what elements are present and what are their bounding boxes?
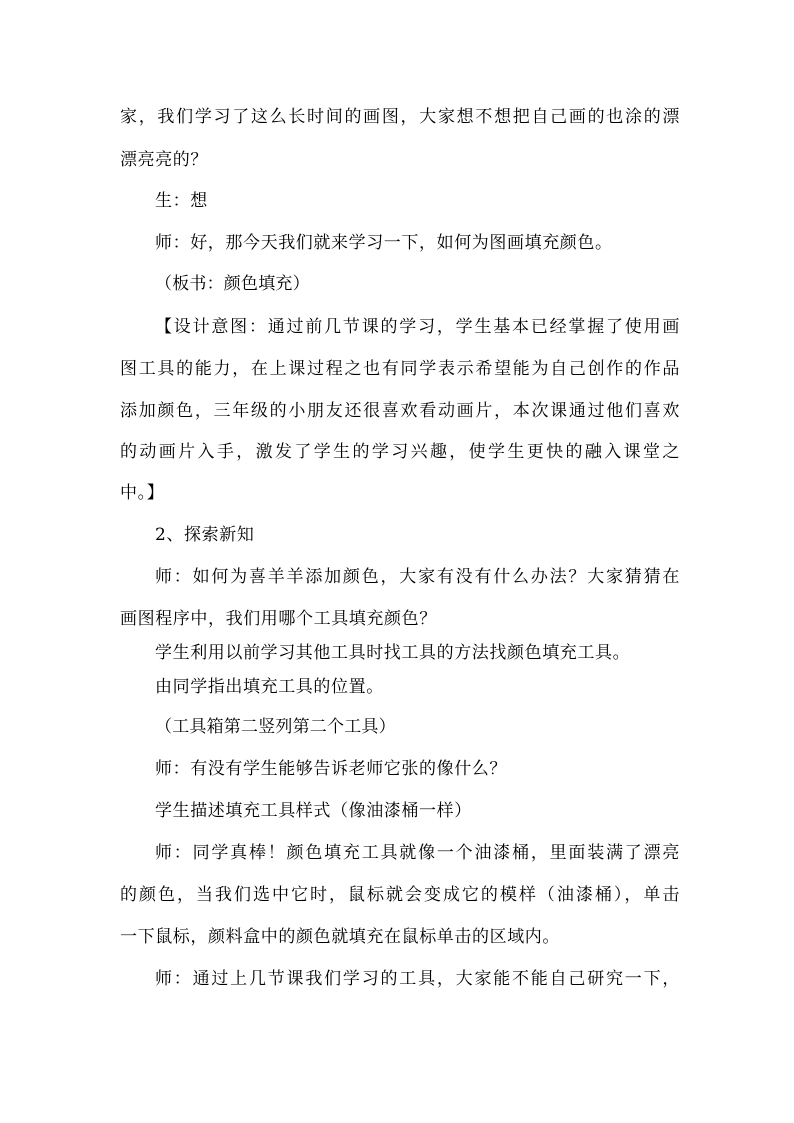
paragraph-line: 学生利用以前学习其他工具时找工具的方法找颜色填充工具。 <box>155 643 631 663</box>
design-intent-line: 图工具的能力，在上课过程之也有同学表示希望能为自己创作的作品 <box>120 359 680 379</box>
design-intent-line: 的动画片入手，激发了学生的学习兴趣，使学生更快的融入课堂之 <box>120 442 680 462</box>
paragraph-line: （板书：颜色填充） <box>155 274 310 294</box>
paragraph-line: 家，我们学习了这么长时间的画图，大家想不想把自己画的也涂的漂 <box>120 107 680 127</box>
paragraph-line: 师：好，那今天我们就来学习一下，如何为图画填充颜色。 <box>155 233 613 253</box>
design-intent-line: 中。】 <box>120 483 165 503</box>
paragraph-line: 由同学指出填充工具的位置。 <box>155 677 384 697</box>
paragraph-line: 的颜色，当我们选中它时，鼠标就会变成它的模样（油漆桶），单击 <box>120 885 680 905</box>
section-heading: 2、探索新知 <box>155 525 255 545</box>
paragraph-line: 师：通过上几节课我们学习的工具，大家能不能自己研究一下， <box>155 969 680 989</box>
paragraph-line: 师：同学真棒！颜色填充工具就像一个油漆桶，里面装满了漂亮 <box>155 843 680 863</box>
design-intent-line: 【设计意图：通过前几节课的学习，学生基本已经掌握了使用画 <box>155 317 680 337</box>
design-intent-line: 添加颜色，三年级的小朋友还很喜欢看动画片，本次课通过他们喜欢 <box>120 401 680 421</box>
paragraph-line: 生：想 <box>155 191 208 211</box>
paragraph-line: 一下鼠标，颜料盒中的颜色就填充在鼠标单击的区域内。 <box>120 927 560 947</box>
paragraph-line: （工具箱第二竖列第二个工具） <box>155 717 396 737</box>
paragraph-line: 漂亮亮的？ <box>120 150 208 170</box>
paragraph-line: 画图程序中，我们用哪个工具填充颜色？ <box>120 609 437 629</box>
paragraph-line: 师：有没有学生能够告诉老师它张的像什么？ <box>155 759 507 779</box>
paragraph-line: 学生描述填充工具样式（像油漆桶一样） <box>155 801 472 821</box>
paragraph-line: 师：如何为喜羊羊添加颜色，大家有没有什么办法？大家猜猜在 <box>155 567 680 587</box>
